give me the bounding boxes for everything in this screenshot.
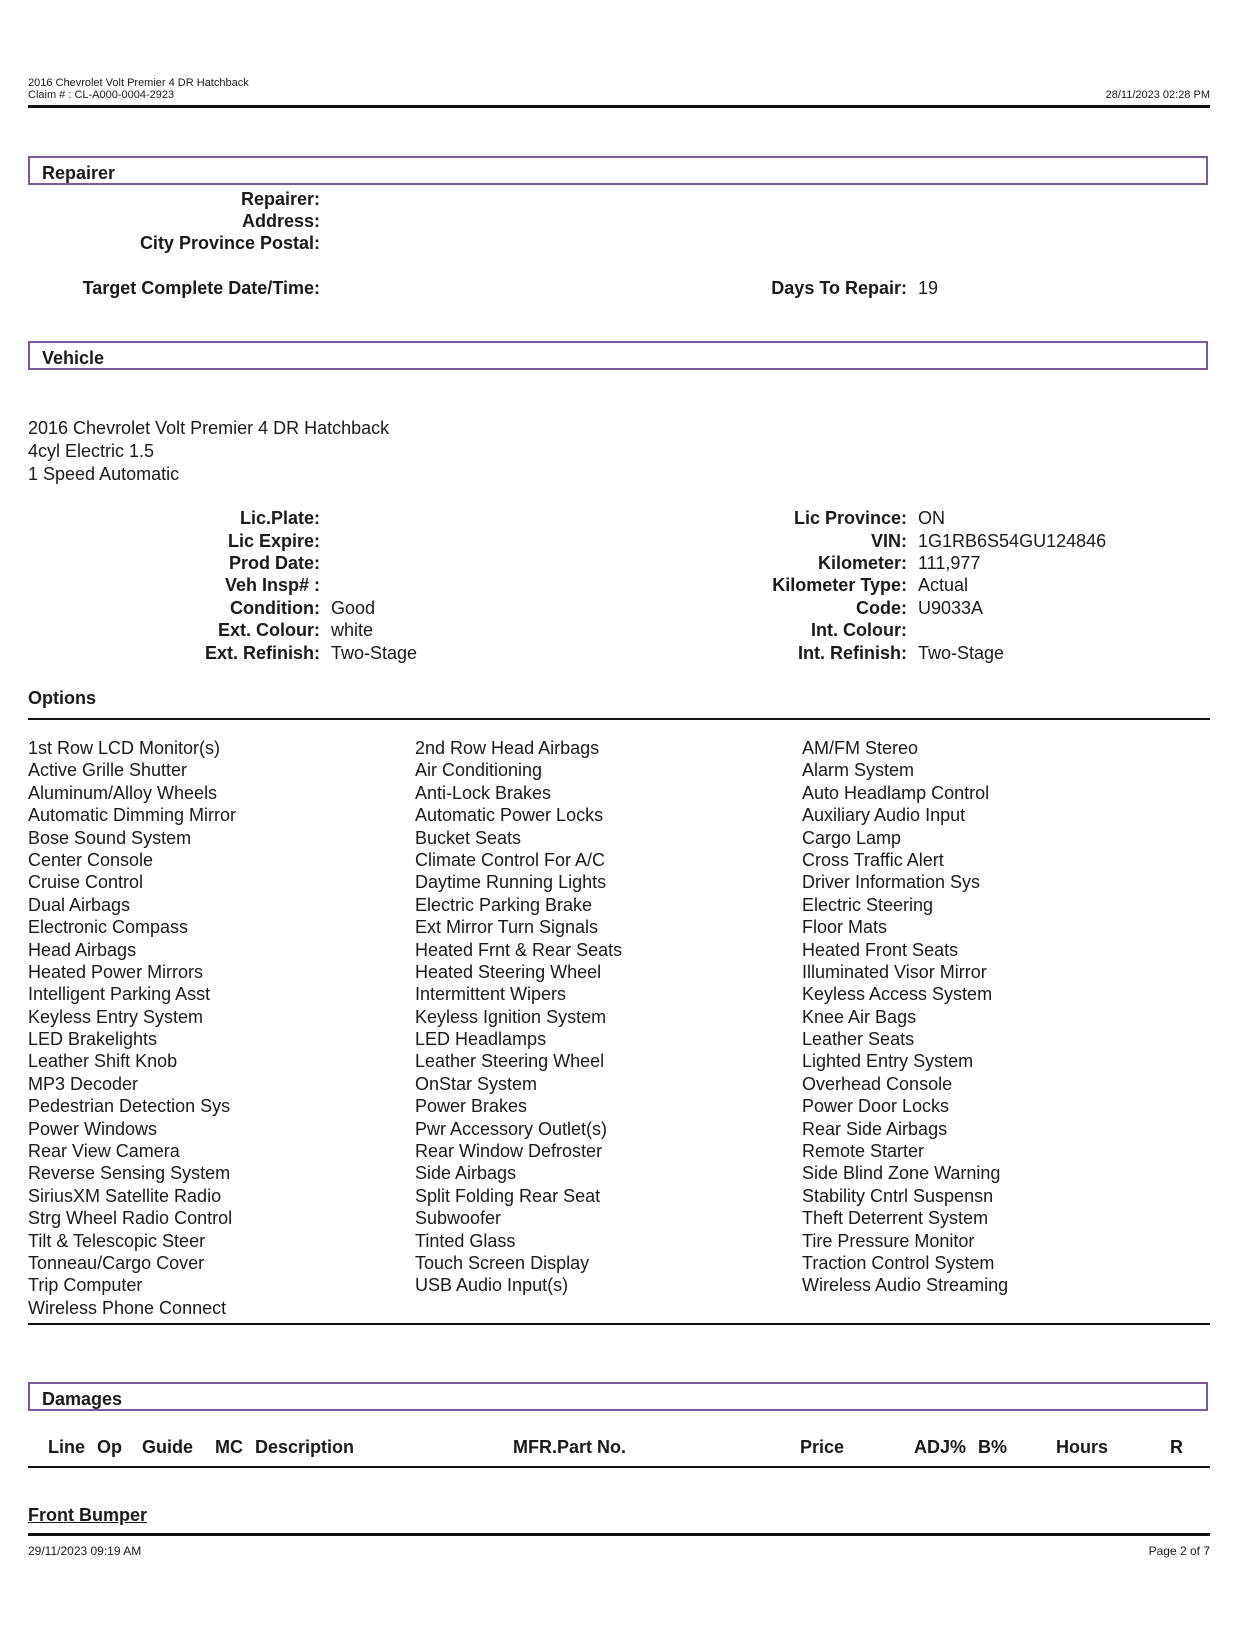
option-item: Side Airbags — [415, 1163, 517, 1184]
option-item: Keyless Access System — [802, 984, 993, 1005]
options-column-3 — [802, 737, 1008, 1297]
damages-section-title: Damages — [42, 1389, 123, 1409]
options-column-2 — [415, 737, 622, 1297]
condition-label: Condition: — [230, 598, 320, 618]
prod-date-label: Prod Date: — [228, 553, 320, 573]
option-item: Climate Control For A/C — [415, 849, 606, 870]
ext-refinish-label: Ext. Refinish: — [204, 643, 320, 663]
option-item: Keyless Entry System — [28, 1006, 204, 1027]
option-item: Tinted Glass — [415, 1230, 516, 1251]
option-item: Auto Headlamp Control — [802, 782, 990, 803]
option-item: Rear View Camera — [28, 1141, 180, 1162]
option-item: Lighted Entry System — [802, 1051, 974, 1072]
option-item: Heated Power Mirrors — [28, 961, 204, 982]
option-item: Electric Parking Brake — [415, 894, 593, 915]
col-op-header: Op — [97, 1437, 122, 1457]
option-item: Auxiliary Audio Input — [802, 805, 966, 826]
option-item: Cruise Control — [28, 872, 144, 893]
option-item: Electric Steering — [802, 894, 934, 915]
option-item: Traction Control System — [802, 1252, 995, 1273]
kilometer-type-value: Actual — [918, 575, 969, 595]
option-item: Center Console — [28, 849, 154, 870]
vehicle-section-header — [28, 341, 1208, 370]
options-title: Options — [28, 688, 96, 708]
options-bottom-rule — [28, 1323, 1210, 1325]
option-item: Wireless Audio Streaming — [802, 1275, 1009, 1296]
repairer-section-header — [28, 156, 1208, 185]
damage-group-title: Front Bumper — [28, 1505, 147, 1525]
header-vehicle-title: 2016 Chevrolet Volt Premier 4 DR Hatchback — [28, 77, 249, 89]
option-item: Heated Steering Wheel — [415, 961, 602, 982]
option-item: Stability Cntrl Suspensn — [802, 1185, 994, 1206]
col-b-header: B% — [978, 1437, 1008, 1457]
col-price-header: Price — [800, 1437, 845, 1457]
option-item: Heated Front Seats — [802, 939, 959, 960]
vehicle-engine-line: 4cyl Electric 1.5 — [28, 441, 155, 461]
ext-colour-value: white — [331, 620, 374, 640]
lic-province-value: ON — [918, 508, 945, 528]
col-line-header: Line — [48, 1437, 86, 1457]
option-item: Split Folding Rear Seat — [415, 1185, 601, 1206]
option-item: Pedestrian Detection Sys — [28, 1096, 231, 1117]
option-item: Aluminum/Alloy Wheels — [28, 782, 218, 803]
option-item: LED Brakelights — [28, 1029, 158, 1050]
code-value: U9033A — [918, 598, 984, 618]
option-item: Bucket Seats — [415, 827, 522, 848]
veh-insp-label: Veh Insp# : — [224, 575, 320, 595]
col-guide-header: Guide — [142, 1437, 194, 1457]
city-province-postal-label: City Province Postal: — [139, 233, 320, 253]
option-item: Tonneau/Cargo Cover — [28, 1252, 205, 1273]
option-item: Theft Deterrent System — [802, 1208, 989, 1229]
option-item: Cross Traffic Alert — [802, 849, 944, 870]
option-item: Heated Frnt & Rear Seats — [415, 939, 623, 960]
option-item: Wireless Phone Connect — [28, 1297, 227, 1318]
lic-plate-label: Lic.Plate: — [239, 508, 320, 528]
option-item: Ext Mirror Turn Signals — [415, 917, 599, 938]
ext-refinish-value: Two-Stage — [331, 643, 418, 663]
option-item: Head Airbags — [28, 939, 137, 960]
kilometer-label: Kilometer: — [817, 553, 907, 573]
repairer-label: Repairer: — [240, 189, 320, 209]
option-item: Daytime Running Lights — [415, 872, 607, 893]
options-top-rule — [28, 718, 1210, 720]
lic-expire-label: Lic Expire: — [227, 531, 320, 551]
option-item: Power Brakes — [415, 1096, 528, 1117]
option-item: Active Grille Shutter — [28, 760, 188, 781]
option-item: Automatic Dimming Mirror — [28, 805, 237, 826]
option-item: Overhead Console — [802, 1073, 953, 1094]
option-item: Rear Side Airbags — [802, 1118, 948, 1139]
option-item: Leather Shift Knob — [28, 1051, 178, 1072]
damages-section-header — [28, 1382, 1208, 1411]
option-item: Cargo Lamp — [802, 827, 902, 848]
vehicle-description-line: 2016 Chevrolet Volt Premier 4 DR Hatchback — [28, 418, 390, 438]
option-item: SiriusXM Satellite Radio — [28, 1185, 222, 1206]
option-item: Strg Wheel Radio Control — [28, 1208, 233, 1229]
option-item: Electronic Compass — [28, 917, 189, 938]
option-item: Alarm System — [802, 760, 915, 781]
option-item: Power Windows — [28, 1118, 158, 1139]
option-item: 2nd Row Head Airbags — [415, 738, 600, 758]
footer-datetime: 29/11/2023 09:19 AM — [28, 1544, 142, 1558]
kilometer-value: 111,977 — [918, 553, 981, 573]
ext-colour-label: Ext. Colour: — [218, 620, 320, 640]
option-item: Intermittent Wipers — [415, 984, 567, 1005]
header-datetime: 28/11/2023 02:28 PM — [1105, 89, 1210, 101]
option-item: Tire Pressure Monitor — [802, 1230, 975, 1251]
damages-header-rule — [28, 1466, 1210, 1468]
header-claim-number: Claim # : CL-A000-0004-2923 — [28, 89, 175, 101]
header-rule — [28, 105, 1210, 108]
repairer-section-title: Repairer — [42, 163, 116, 183]
int-refinish-label: Int. Refinish: — [798, 643, 907, 663]
footer-page-number: Page 2 of 7 — [1148, 1544, 1210, 1558]
option-item: Reverse Sensing System — [28, 1163, 231, 1184]
option-item: Trip Computer — [28, 1275, 143, 1296]
days-to-repair-value: 19 — [918, 278, 939, 298]
vehicle-transmission-line: 1 Speed Automatic — [28, 464, 180, 484]
option-item: Air Conditioning — [415, 760, 543, 781]
option-item: Pwr Accessory Outlet(s) — [415, 1118, 608, 1139]
footer-rule — [28, 1533, 1210, 1536]
vin-value: 1G1RB6S54GU124846 — [918, 531, 1107, 551]
option-item: Leather Seats — [802, 1029, 915, 1050]
address-label: Address: — [241, 211, 320, 231]
vin-label: VIN: — [871, 531, 907, 551]
condition-value: Good — [331, 598, 376, 618]
option-item: Tilt & Telescopic Steer — [28, 1230, 206, 1251]
col-hours-header: Hours — [1056, 1437, 1109, 1457]
option-item: Remote Starter — [802, 1141, 925, 1162]
col-adj-header: ADJ% — [914, 1437, 967, 1457]
option-item: Anti-Lock Brakes — [415, 782, 552, 803]
option-item: Rear Window Defroster — [415, 1141, 603, 1162]
col-r-header: R — [1170, 1437, 1183, 1457]
int-colour-label: Int. Colour: — [811, 620, 907, 640]
option-item: Touch Screen Display — [415, 1252, 590, 1273]
kilometer-type-label: Kilometer Type: — [772, 575, 907, 595]
target-complete-label: Target Complete Date/Time: — [82, 278, 320, 298]
option-item: MP3 Decoder — [28, 1073, 139, 1094]
option-item: 1st Row LCD Monitor(s) — [28, 738, 221, 758]
int-refinish-value: Two-Stage — [918, 643, 1005, 663]
days-to-repair-label: Days To Repair: — [771, 278, 907, 298]
option-item: Leather Steering Wheel — [415, 1051, 605, 1072]
option-item: Subwoofer — [415, 1208, 502, 1229]
option-item: Keyless Ignition System — [415, 1006, 607, 1027]
option-item: Driver Information Sys — [802, 872, 981, 893]
col-mc-header: MC — [215, 1437, 243, 1457]
option-item: OnStar System — [415, 1073, 538, 1094]
vehicle-section-title: Vehicle — [42, 348, 105, 368]
code-label: Code: — [856, 598, 907, 618]
option-item: Power Door Locks — [802, 1096, 950, 1117]
option-item: USB Audio Input(s) — [415, 1275, 569, 1296]
col-description-header: Description — [255, 1437, 355, 1457]
option-item: AM/FM Stereo — [802, 738, 919, 758]
option-item: Automatic Power Locks — [415, 805, 604, 826]
option-item: LED Headlamps — [415, 1029, 547, 1050]
option-item: Dual Airbags — [28, 894, 131, 915]
option-item: Illuminated Visor Mirror — [802, 961, 987, 982]
option-item: Floor Mats — [802, 917, 888, 938]
options-column-1 — [28, 737, 236, 1319]
col-part-no-header: MFR.Part No. — [513, 1437, 627, 1457]
option-item: Intelligent Parking Asst — [28, 984, 211, 1005]
lic-province-label: Lic Province: — [793, 508, 907, 528]
option-item: Bose Sound System — [28, 827, 192, 848]
option-item: Knee Air Bags — [802, 1006, 917, 1027]
option-item: Side Blind Zone Warning — [802, 1163, 1001, 1184]
